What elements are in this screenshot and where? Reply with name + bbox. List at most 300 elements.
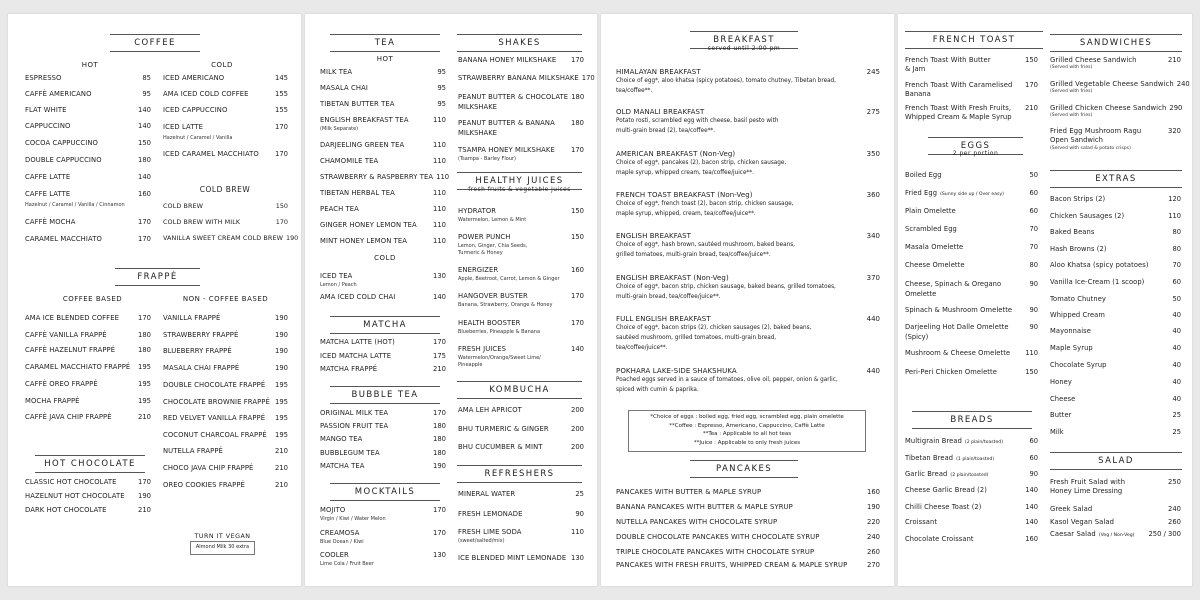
footnote: **Coffee : Espresso, Americano, Cappuccino, Caffè Latte <box>669 422 825 429</box>
item-name: CHOCOLATE BROWNIE FRAPPÉ <box>163 398 270 406</box>
item-name: Garlic Bread <box>905 470 948 478</box>
item-price: 290 <box>1169 104 1183 112</box>
item-name-continued: Whipped Cream & Maple Syrup <box>905 113 1012 121</box>
item-name: COCONUT CHARCOAL FRAPPÉ <box>163 431 267 439</box>
item-name: AMA LEH APRICOT <box>458 406 522 414</box>
menu-item <box>905 56 1038 64</box>
menu-item <box>905 503 1038 511</box>
item-name: ENGLISH BREAKFAST TEA <box>320 116 409 124</box>
menu-item <box>1050 212 1181 220</box>
item-price: 170 <box>433 506 446 514</box>
item-name: GINGER HONEY LEMON TEA <box>320 221 417 229</box>
item-name: MASALA CHAI <box>320 84 368 92</box>
section-title: EGGS <box>960 141 991 151</box>
menu-item <box>1050 327 1181 335</box>
item-name: FRENCH TOAST BREAKFAST (Non-Veg) <box>616 191 753 199</box>
item-description: tea/coffee**. <box>616 88 653 94</box>
item-price: 70 <box>1029 243 1038 251</box>
item-name: BHU TURMERIC & GINGER <box>458 425 549 433</box>
item-description: Hazelnut / Caramel / Vanilla <box>163 135 233 141</box>
item-name: ICED CAPPUCCINO <box>163 106 228 114</box>
vegan-title: TURN IT VEGAN <box>194 533 251 540</box>
item-name: BANANA HONEY MILKSHAKE <box>458 56 557 64</box>
item-price: 40 <box>1172 378 1181 386</box>
item-name: Caesar Salad <box>1050 530 1096 538</box>
footnote: **Tea : Applicable to all hot teas <box>702 431 792 437</box>
item-name: MINERAL WATER <box>458 490 516 498</box>
tea-hot-subheader: HOT <box>376 55 394 63</box>
item-price: 110 <box>433 189 446 197</box>
item-description: Lemon, Ginger, Chia Seeds, <box>458 243 528 249</box>
item-price: 90 <box>575 510 584 518</box>
divider <box>457 398 582 399</box>
section-title: SALAD <box>1098 456 1134 466</box>
item-price: 155 <box>275 106 288 114</box>
item-name: CHOCO JAVA CHIP FRAPPÉ <box>163 464 254 472</box>
item-price: 190 <box>275 314 288 322</box>
menu-item <box>320 462 446 470</box>
item-price: 140 <box>1025 503 1038 511</box>
item-description: (Served with salad & potato crisps) <box>1050 146 1131 151</box>
item-name: ENGLISH BREAKFAST (Non-Veg) <box>616 274 729 282</box>
item-name: Multigrain Bread <box>905 437 962 445</box>
item-name: TIBETAN BUTTER TEA <box>320 100 395 108</box>
item-price: 190 <box>138 492 151 500</box>
menu-item <box>905 368 1038 376</box>
item-price: 140 <box>571 345 584 353</box>
item-description: Apple, Beetroot, Carrot, Lemon & Ginger <box>458 276 560 282</box>
item-price: 110 <box>433 157 446 165</box>
item-name: FRESH LEMONADE <box>458 510 523 518</box>
item-price: 95 <box>437 68 446 76</box>
item-name: POWER PUNCH <box>458 233 511 241</box>
item-price: 170 <box>275 150 288 158</box>
item-name: ICED TEA <box>320 272 353 280</box>
item-name: French Toast With Butter <box>905 56 991 64</box>
menu-item <box>320 365 446 373</box>
item-name: Darjeeling Hot Dalle Omelette <box>905 323 1009 331</box>
divider <box>35 472 145 473</box>
item-price: 95 <box>437 84 446 92</box>
divider <box>330 333 440 334</box>
item-name: Chilli Cheese Toast (2) <box>905 503 982 511</box>
matcha-header <box>330 316 440 334</box>
item-name: HIMALAYAN BREAKFAST <box>616 68 701 76</box>
item-price: 210 <box>138 506 151 514</box>
item-description: maple syrup, whipped cream, tea/coffee/juice**. <box>616 170 754 176</box>
item-price: 190 <box>867 503 880 511</box>
menu-item <box>320 551 446 559</box>
item-name: CAFFÈ OREO FRAPPÉ <box>25 380 98 388</box>
item-price: 195 <box>275 431 288 439</box>
item-description: (Tsampa - Barley Flour) <box>458 156 517 162</box>
item-price: 90 <box>1029 470 1038 478</box>
item-price: 60 <box>1029 437 1038 445</box>
item-name: RED VELVET VANILLA FRAPPÉ <box>163 414 266 422</box>
item-price: 250 <box>1168 478 1181 486</box>
item-name: FULL ENGLISH BREAKFAST <box>616 315 711 323</box>
breads-header <box>912 411 1032 429</box>
item-description: Banana, Strawberry, Orange & Honey <box>458 302 553 308</box>
menu-item <box>320 272 446 280</box>
item-name: Whipped Cream <box>1050 311 1105 319</box>
item-price: 110 <box>433 221 446 229</box>
breakfast-subtitle: served until 2:00 pm <box>707 45 781 52</box>
item-description: Choice of egg*, pancakes (2), bacon strip, chicken sausage, <box>616 160 787 166</box>
menu-item <box>458 510 584 518</box>
section-title: HOT CHOCOLATE <box>44 459 136 469</box>
item-name: Aloo Khatsa (spicy potatoes) <box>1050 261 1149 269</box>
menu-item <box>25 397 151 405</box>
item-price: 170 <box>1025 81 1038 89</box>
item-price: 190 <box>286 234 299 242</box>
item-price: 370 <box>866 274 880 282</box>
item-name: BANANA PANCAKES WITH BUTTER & MAPLE SYRUP <box>616 503 793 511</box>
menu-item <box>616 561 880 569</box>
item-name: OREO COOKIES FRAPPÉ <box>163 481 245 489</box>
item-name: TIBETAN HERBAL TEA <box>320 189 395 197</box>
item-name: CAFFÈ VANILLA FRAPPÉ <box>25 331 107 339</box>
divider <box>330 34 440 35</box>
bubble-tea-header <box>330 386 440 404</box>
item-note: (2 plain/toasted) <box>964 440 1003 445</box>
menu-item <box>616 232 880 240</box>
eggs-subtitle: 2 per portion <box>952 150 999 157</box>
item-name: Butter <box>1050 411 1072 419</box>
item-price: 110 <box>433 141 446 149</box>
menu-item <box>163 398 288 406</box>
item-description: Hazelnut / Caramel / Vanilla / Cinnamon <box>25 202 125 208</box>
item-description: Pineapple <box>458 362 483 368</box>
item-name: MATCHA LATTE (HOT) <box>320 338 395 346</box>
tea-header <box>330 34 440 52</box>
item-name: Spinach & Mushroom Omelette <box>905 306 1013 314</box>
item-name: CREAMOSA <box>320 529 360 537</box>
menu-item <box>25 74 151 82</box>
item-price: 195 <box>138 363 151 371</box>
item-price: 160 <box>571 266 584 274</box>
item-price: 210 <box>275 481 288 489</box>
menu-item <box>163 202 288 210</box>
item-price: 110 <box>433 237 446 245</box>
item-price: 90 <box>1029 280 1038 288</box>
menu-item <box>163 414 288 422</box>
item-price: 170 <box>138 218 151 226</box>
section-title: SANDWICHES <box>1079 38 1153 48</box>
menu-item <box>25 413 151 421</box>
item-price: 440 <box>866 315 880 323</box>
menu-item <box>616 191 880 199</box>
item-price: 140 <box>138 106 151 114</box>
coffee-header <box>110 34 200 52</box>
menu-item <box>320 173 450 181</box>
menu-item <box>1050 344 1181 352</box>
menu-item <box>320 100 446 108</box>
section-title: PANCAKES <box>715 464 773 474</box>
divider <box>905 48 1043 49</box>
item-name: VANILLA FRAPPÉ <box>163 314 221 322</box>
item-name: BUBBLEGUM TEA <box>320 449 380 457</box>
item-price: 110 <box>1168 212 1181 220</box>
menu-item <box>163 314 288 322</box>
divider <box>330 51 440 52</box>
item-price: 210 <box>275 464 288 472</box>
item-name: Tomato Chutney <box>1050 295 1106 303</box>
mocktails-header <box>330 483 440 501</box>
vegan-note: Almond Milk 30 extra <box>195 544 250 550</box>
item-note: (Veg / Non-Veg) <box>1098 533 1135 538</box>
item-price: 170 <box>571 319 584 327</box>
item-price: 40 <box>1172 327 1181 335</box>
item-name: PASSION FRUIT TEA <box>320 422 389 430</box>
menu-item <box>905 261 1038 269</box>
menu-item <box>905 243 1038 251</box>
item-price: 110 <box>433 116 446 124</box>
section-title: MATCHA <box>363 320 407 330</box>
menu-item <box>905 518 1038 526</box>
menu-item <box>1050 505 1181 513</box>
item-name: Scrambled Egg <box>905 225 957 233</box>
item-name: POKHARA LAKE-SIDE SHAKSHUKA <box>616 367 737 375</box>
item-price: 210 <box>275 447 288 455</box>
menu-item <box>163 464 288 472</box>
menu-item <box>320 157 446 165</box>
menu-item <box>616 108 880 116</box>
item-name: ENERGIZER <box>458 266 499 274</box>
item-name: Mayonnaise <box>1050 327 1091 335</box>
item-price: 155 <box>275 90 288 98</box>
menu-item <box>1050 311 1181 319</box>
item-name: MATCHA TEA <box>320 462 365 470</box>
shakes-header <box>457 34 582 52</box>
item-price: 170 <box>433 409 446 417</box>
item-name: CARAMEL MACCHIATO <box>25 235 102 243</box>
menu-item <box>1050 56 1181 64</box>
item-price: 70 <box>1029 225 1038 233</box>
item-price: 260 <box>1168 518 1181 526</box>
item-name: Chicken Sausages (2) <box>1050 212 1125 220</box>
menu-item <box>25 122 151 130</box>
item-price: 180 <box>138 346 151 354</box>
item-price: 140 <box>1025 486 1038 494</box>
divider <box>35 455 145 456</box>
menu-item <box>320 409 446 417</box>
menu-item <box>320 237 446 245</box>
item-name: Tibetan Bread <box>905 454 954 462</box>
item-name: NUTELLA FRAPPÉ <box>163 447 223 455</box>
item-name: MOCHA FRAPPÉ <box>25 397 80 405</box>
item-name: Grilled Cheese Sandwich <box>1050 56 1137 64</box>
item-price: 170 <box>571 56 584 64</box>
menu-item <box>905 81 1038 89</box>
divider <box>115 285 200 286</box>
item-price: 150 <box>571 233 584 241</box>
menu-item <box>25 363 151 371</box>
menu-item <box>458 292 584 300</box>
item-price: 340 <box>866 232 880 240</box>
item-name: BLUEBERRY FRAPPÉ <box>163 347 232 355</box>
item-name: OLD MANALI BREAKFAST <box>616 108 705 116</box>
section-title: BREADS <box>950 415 994 425</box>
item-price: 120 <box>1168 195 1181 203</box>
item-price: 80 <box>1029 261 1038 269</box>
item-name: STRAWBERRY BANANA MILKSHAKE <box>458 74 579 82</box>
menu-item <box>905 349 1038 357</box>
tea-cold-subheader: COLD <box>374 254 396 262</box>
item-price: 160 <box>138 190 151 198</box>
item-price: 140 <box>138 173 151 181</box>
menu-item <box>616 367 880 375</box>
item-price: 190 <box>275 364 288 372</box>
menu-item <box>320 449 446 457</box>
item-price: 25 <box>1172 428 1181 436</box>
section-title: HEALTHY JUICES <box>475 176 564 186</box>
hot-chocolate-header <box>35 455 145 473</box>
item-price: 110 <box>571 528 584 536</box>
item-name: CAPPUCCINO <box>25 122 71 130</box>
item-description: maple syrup, whipped, cream, tea/coffee/juice**. <box>616 211 756 217</box>
menu-item <box>616 150 880 158</box>
item-name-continued: Omelette <box>905 290 937 298</box>
divider <box>330 386 440 387</box>
menu-item <box>25 218 151 226</box>
item-price: 210 <box>1025 104 1038 112</box>
divider <box>690 31 798 32</box>
divider <box>912 428 1032 429</box>
menu-item <box>163 234 299 242</box>
menu-item <box>905 470 1038 478</box>
menu-item <box>616 548 880 556</box>
item-price: 60 <box>1172 278 1181 286</box>
menu-item <box>458 345 584 353</box>
item-price: 60 <box>1029 189 1038 197</box>
item-price: 170 <box>571 292 584 300</box>
item-name: Vanilla Ice-Cream (1 scoop) <box>1050 278 1145 286</box>
menu-item <box>458 425 584 433</box>
extras-header <box>1050 170 1182 188</box>
menu-item <box>1050 411 1181 419</box>
item-name: ICED CARAMEL MACCHIATO <box>163 150 259 158</box>
item-name: NUTELLA PANCAKES WITH CHOCOLATE SYRUP <box>616 518 778 526</box>
item-name: Chocolate Syrup <box>1050 361 1107 369</box>
item-note: (Sunny side up / Over easy) <box>940 192 1004 197</box>
frappe-header <box>115 268 200 286</box>
item-name: Milk <box>1050 428 1064 436</box>
item-name: ORIGINAL MILK TEA <box>320 409 389 417</box>
menu-item <box>25 106 151 114</box>
item-price: 130 <box>433 272 446 280</box>
menu-item <box>1050 245 1181 253</box>
footnote: *Choice of eggs : boiled egg, fried egg, scrambled egg, plain omelette <box>650 414 844 420</box>
item-price: 195 <box>138 397 151 405</box>
item-description: Virgin / Kiwi / Water Melon <box>320 516 386 522</box>
item-price: 170 <box>581 74 595 82</box>
menu-item <box>163 431 288 439</box>
item-name: MOJITO <box>320 506 346 514</box>
item-price: 95 <box>142 90 151 98</box>
menu-item <box>163 123 288 131</box>
item-name: CAFFE LATTE <box>25 173 71 181</box>
item-price: 180 <box>433 422 446 430</box>
item-name: CAFFE LATTE <box>25 190 71 198</box>
item-name: ICED LATTE <box>163 123 203 131</box>
item-price: 60 <box>1029 207 1038 215</box>
item-name: Kasol Vegan Salad <box>1050 518 1115 526</box>
item-price: 180 <box>138 331 151 339</box>
divider <box>1050 452 1182 453</box>
divider <box>1050 170 1182 171</box>
item-price: 160 <box>867 488 880 496</box>
menu-item <box>458 233 584 241</box>
item-price: 190 <box>275 331 288 339</box>
item-price: 150 <box>275 202 288 210</box>
item-price: 40 <box>1172 395 1181 403</box>
menu-item <box>905 454 1038 462</box>
menu-item <box>905 437 1038 445</box>
item-price: 240 <box>867 533 880 541</box>
divider <box>457 51 582 52</box>
item-description: Choice of egg*, french toast (2), bacon strip, chicken sausage, <box>616 201 794 207</box>
menu-item <box>320 205 446 213</box>
item-name: DARK HOT CHOCOLATE <box>25 506 107 514</box>
item-description: Choice of egg*, hash brown, sautéed mushroom, baked beans, <box>616 242 795 248</box>
menu-item <box>1050 295 1181 303</box>
item-name-continued: Open Sandwich <box>1050 136 1103 144</box>
item-name: HANGOVER BUSTER <box>458 292 528 300</box>
divider <box>330 316 440 317</box>
menu-item <box>25 156 151 164</box>
item-price: 170 <box>138 235 151 243</box>
salad-header <box>1050 452 1182 470</box>
item-price: 210 <box>1168 56 1181 64</box>
menu-item <box>1050 278 1181 286</box>
item-name-continued: Honey Lime Dressing <box>1050 487 1123 495</box>
item-description: Watermelon, Lemon & Mint <box>458 217 527 223</box>
section-title: COFFEE <box>134 38 176 48</box>
item-name: ICED MATCHA LATTE <box>320 352 392 360</box>
item-price: 25 <box>1172 411 1181 419</box>
menu-item <box>458 266 584 274</box>
item-name: VANILLA SWEET CREAM COLD BREW <box>163 234 283 242</box>
item-price: 150 <box>571 207 584 215</box>
item-name: French Toast With Fresh Fruits, <box>905 104 1012 112</box>
item-price: 220 <box>867 518 880 526</box>
divider <box>1050 34 1182 35</box>
item-name: Honey <box>1050 378 1072 386</box>
item-price: 180 <box>433 449 446 457</box>
item-name: HYDRATOR <box>458 207 497 215</box>
divider <box>928 137 1023 138</box>
divider <box>1050 187 1182 188</box>
item-name: FRESH JUICES <box>458 345 507 353</box>
item-description: Blueberries, Pineapple & Banana <box>458 329 541 335</box>
item-name: HEALTH BOOSTER <box>458 319 521 327</box>
item-description: grilled tomatoes, multi-grain bread, tea/coffee/juice**. <box>616 252 771 258</box>
menu-item <box>905 486 1038 494</box>
menu-item <box>458 443 584 451</box>
item-price: 175 <box>433 352 446 360</box>
item-price: 200 <box>571 425 584 433</box>
item-price: 210 <box>433 365 446 373</box>
menu-item <box>905 535 1038 543</box>
menu-item <box>616 503 880 511</box>
menu-item <box>25 173 151 181</box>
divider <box>330 483 440 484</box>
item-price: 80 <box>1172 228 1181 236</box>
menu-item <box>905 280 1038 288</box>
item-price: 170 <box>138 478 151 486</box>
menu-item <box>616 68 880 76</box>
